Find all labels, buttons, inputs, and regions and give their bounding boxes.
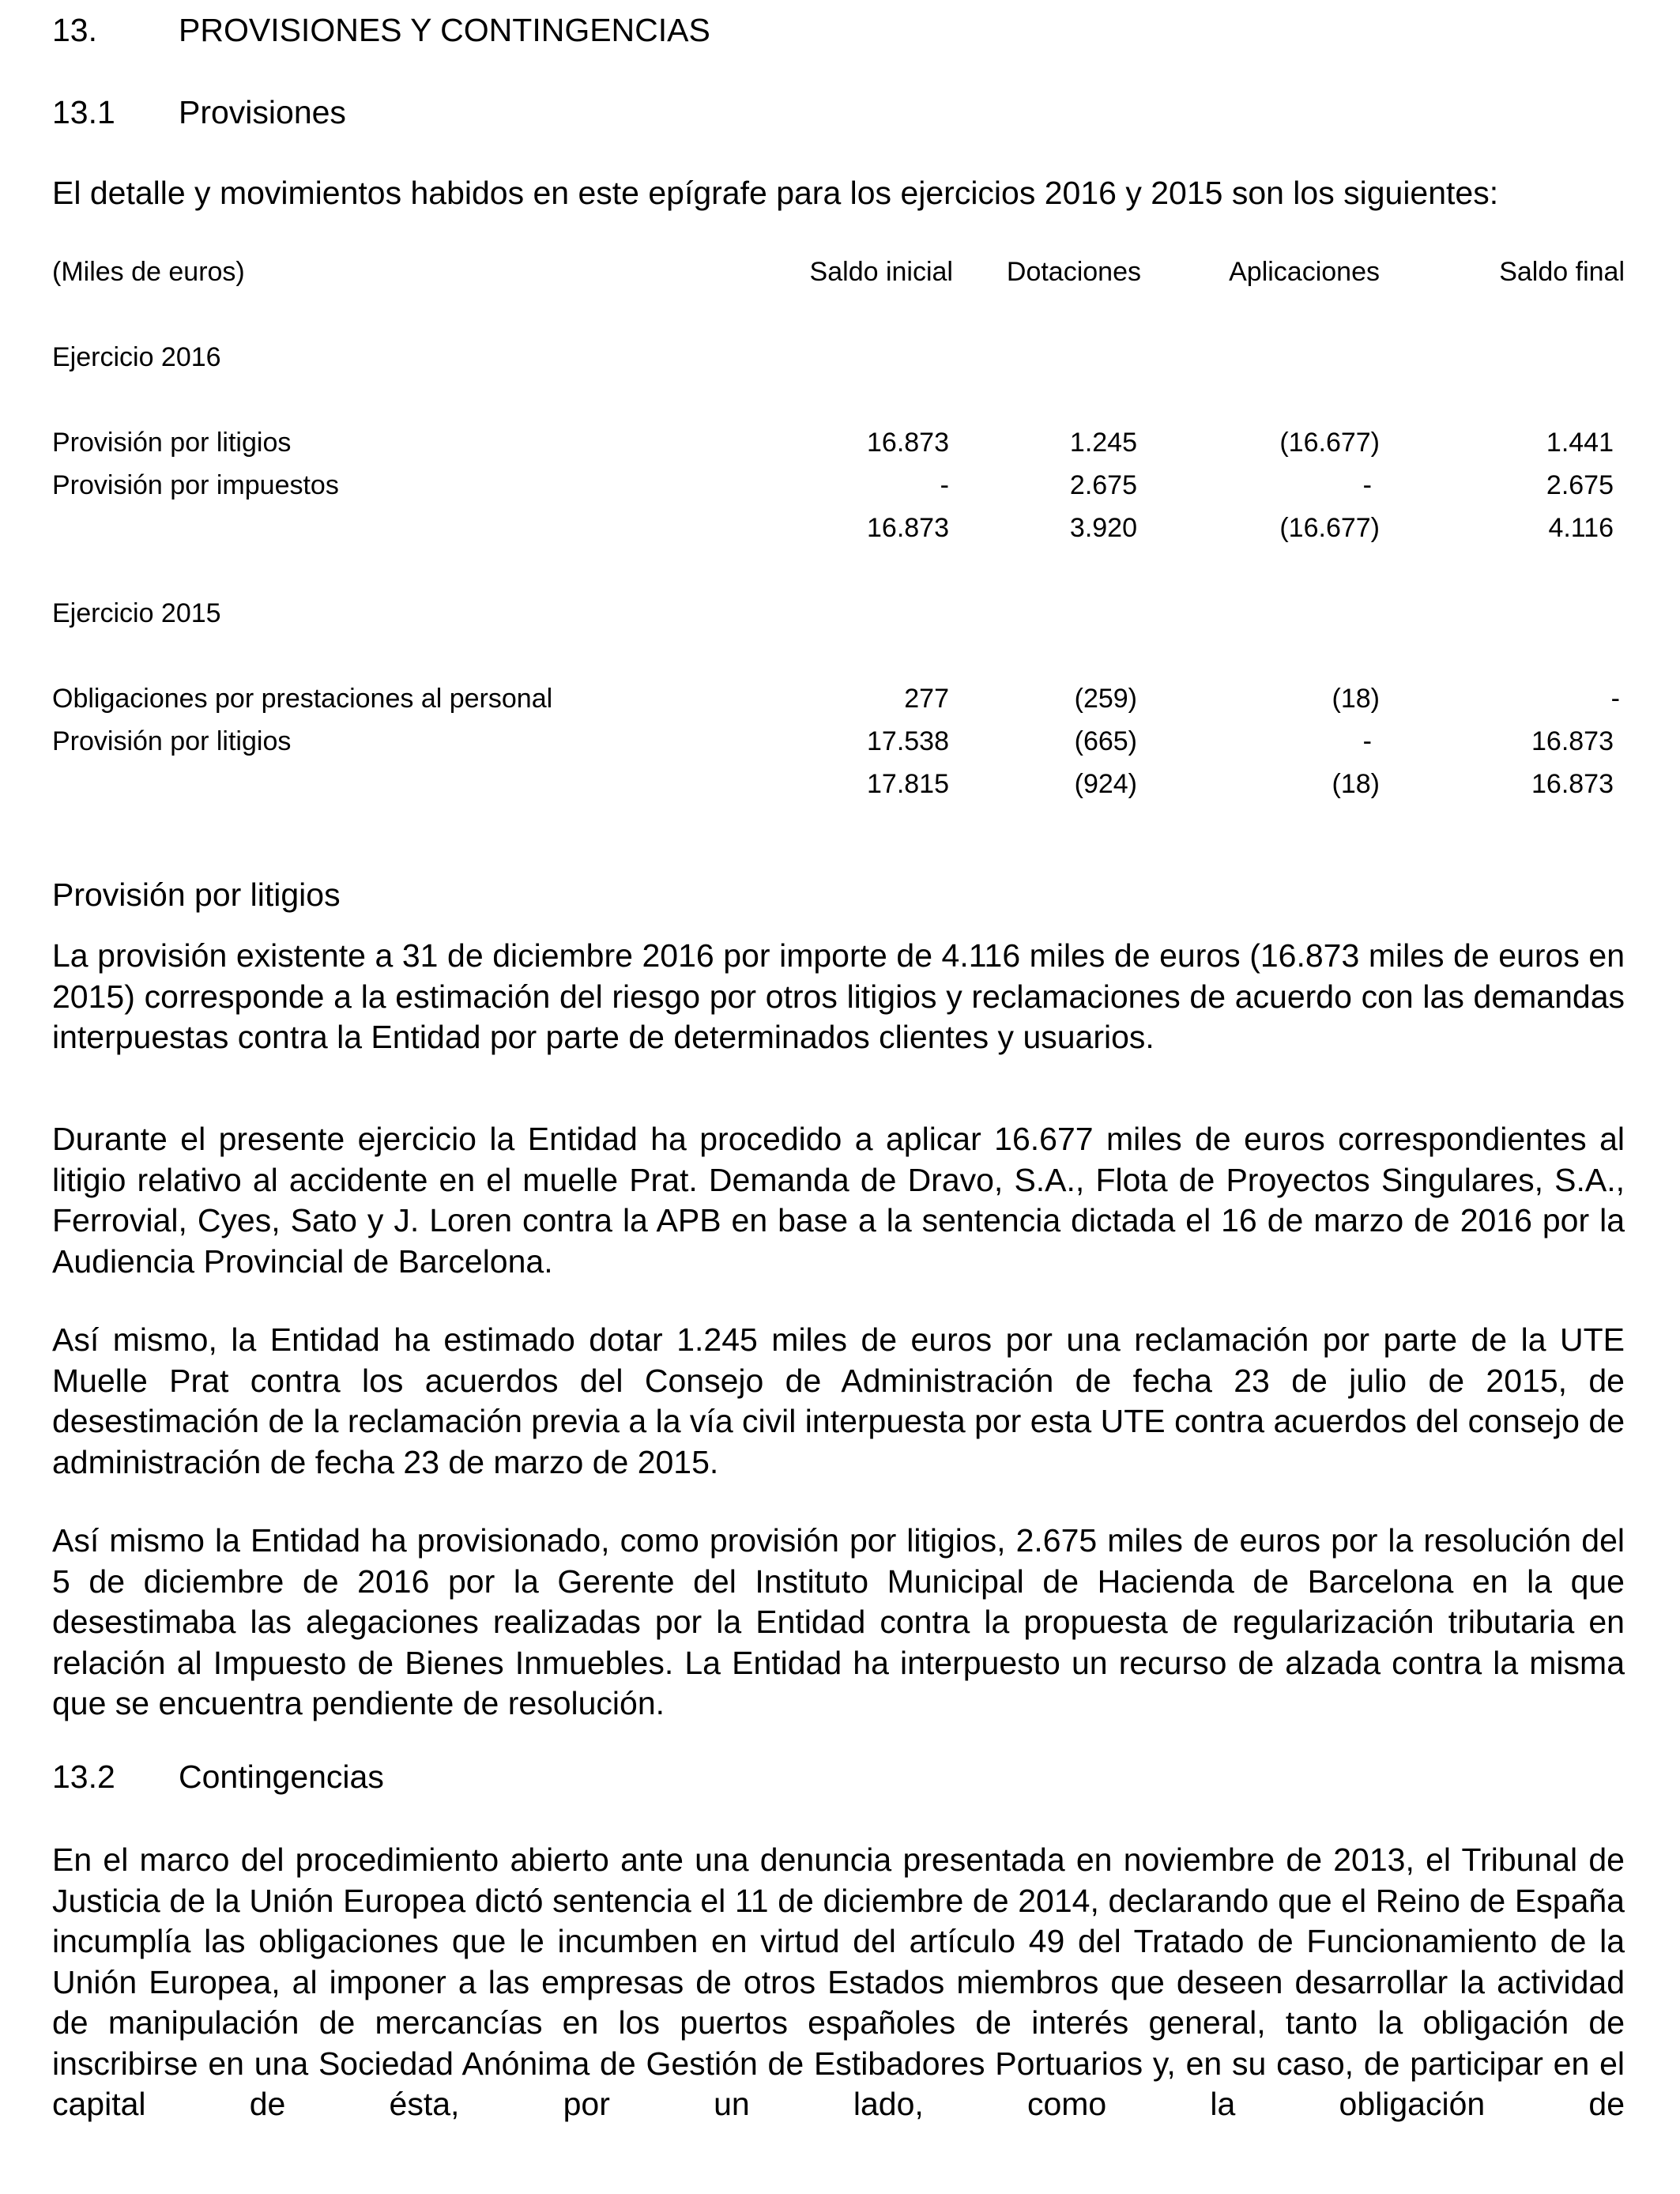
table-row [52,678,1625,719]
year-label-2016 [52,337,1625,378]
intro-text: El detalle y movimientos habidos en este epígrafe para los ejercicios 2016 y 2015 son los siguientes: [52,175,1499,211]
cell-saldo-final: 1.441 [1546,428,1614,458]
cell-aplicaciones: (18) [1332,684,1380,714]
cell-saldo-inicial: - [940,470,949,500]
litigios-paragraph-1: La provisión existente a 31 de diciembre 2016 por importe de 4.116 miles de euros (16.873 miles de euros en 2015) corresponde a la estimación del riesgo por otros litigios y reclamaciones de acuerdo con las demandas interpuestas contra la Entidad por parte de determinados clientes y usuarios. [52,937,1625,1055]
cell-aplicaciones: - [1362,470,1372,500]
subsection-title: Provisiones [179,94,346,130]
year-2015-label: Ejercicio 2015 [52,598,221,628]
cell-saldo-final: 2.675 [1546,470,1614,500]
table-row [52,422,1625,463]
cell-saldo-inicial: 277 [904,684,949,714]
litigios-paragraph-4: Así mismo la Entidad ha provisionado, como provisión por litigios, 2.675 miles de euros por la resolución del 5 de diciembre de 2016 por la Gerente del Instituto Municipal de Hacienda de Barcelona en la que desestimaba las alegaciones realizadas por la Entidad contra la propuesta de regularización tributaria en relación al Impuesto de Bienes Inmuebles. La Entidad ha interpuesto un recurso de alzada contra la misma que se encuentra pendiente de resolución. [52,1522,1625,1721]
cell-saldo-inicial: 17.815 [867,769,949,799]
header-aplicaciones: Aplicaciones [1229,257,1380,287]
cell-saldo-inicial: 17.538 [867,726,949,756]
cell-aplicaciones: (18) [1332,769,1380,799]
section-title: PROVISIONES Y CONTINGENCIAS [179,12,710,48]
table-total-row [52,507,1625,548]
header-saldo-final: Saldo final [1499,257,1625,287]
cell-saldo-inicial: 16.873 [867,428,949,458]
section-number: 13. [52,12,97,48]
cell-saldo-final: 16.873 [1531,726,1614,756]
table-total-row [52,763,1625,805]
cell-saldo-inicial: 16.873 [867,513,949,543]
header-saldo-inicial: Saldo inicial [809,257,953,287]
cell-saldo-final: 4.116 [1548,513,1614,543]
row-label: Obligaciones por prestaciones al personal [52,684,553,714]
year-2016-label: Ejercicio 2016 [52,342,221,372]
cell-saldo-final: - [1610,684,1620,714]
table-header-row [52,251,1625,292]
cell-aplicaciones: - [1362,726,1372,756]
header-units: (Miles de euros) [52,257,245,287]
table-row [52,721,1625,762]
year-label-2015 [52,593,1625,634]
cell-dotaciones: 1.245 [1069,428,1137,458]
litigios-heading: Provisión por litigios [52,876,341,913]
cell-dotaciones: (259) [1074,684,1137,714]
subsection-title: Contingencias [179,1759,384,1795]
contingencias-paragraph: En el marco del procedimiento abierto ante una denuncia presentada en noviembre de 2013, el Tribunal de Justicia de la Unión Europea dictó sentencia el 11 de diciembre de 2014, declarando que el Reino de España incumplía las obligaciones que le incumben en virtud del artículo 49 del Tratado de Funcionamiento de la Unión Europea, al imponer a las empresas de otros Estados miembros que deseen desarrollar la actividad de manipulación de mercancías en los puertos españoles de interés general, tanto la obligación de inscribirse en una Sociedad Anónima de Gestión de Estibadores Portuarios y, en su caso, de participar en el capital de ésta, por un lado, como la obligación de [52,1842,1625,2122]
subsection-number: 13.2 [52,1759,115,1795]
subsection-number: 13.1 [52,94,115,130]
cell-dotaciones: 3.920 [1069,513,1137,543]
row-label: Provisión por litigios [52,428,292,458]
litigios-paragraph-2: Durante el presente ejercicio la Entidad ha procedido a aplicar 16.677 miles de euros correspondientes al litigio relativo al accidente en el muelle Prat. Demanda de Dravo, S.A., Flota de Proyectos Singulares, S.A., Ferrovial, Cyes, Sato y J. Loren contra la APB en base a la sentencia dictada el 16 de marzo de 2016 por la Audiencia Provincial de Barcelona. [52,1121,1625,1280]
cell-aplicaciones: (16.677) [1279,428,1380,458]
cell-dotaciones: (665) [1074,726,1137,756]
cell-saldo-final: 16.873 [1531,769,1614,799]
cell-aplicaciones: (16.677) [1279,513,1380,543]
litigios-paragraph-3: Así mismo, la Entidad ha estimado dotar 1.245 miles de euros por una reclamación por parte de la UTE Muelle Prat contra los acuerdos del Consejo de Administración de fecha 23 de julio de 2015, de desestimación de la reclamación previa a la vía civil interpuesta por esta UTE contra acuerdos del consejo de administración de fecha 23 de marzo de 2015. [52,1321,1625,1480]
row-label: Provisión por litigios [52,726,292,756]
cell-dotaciones: 2.675 [1069,470,1137,500]
row-label: Provisión por impuestos [52,470,339,500]
header-dotaciones: Dotaciones [1006,257,1141,287]
table-row [52,465,1625,506]
cell-dotaciones: (924) [1074,769,1137,799]
